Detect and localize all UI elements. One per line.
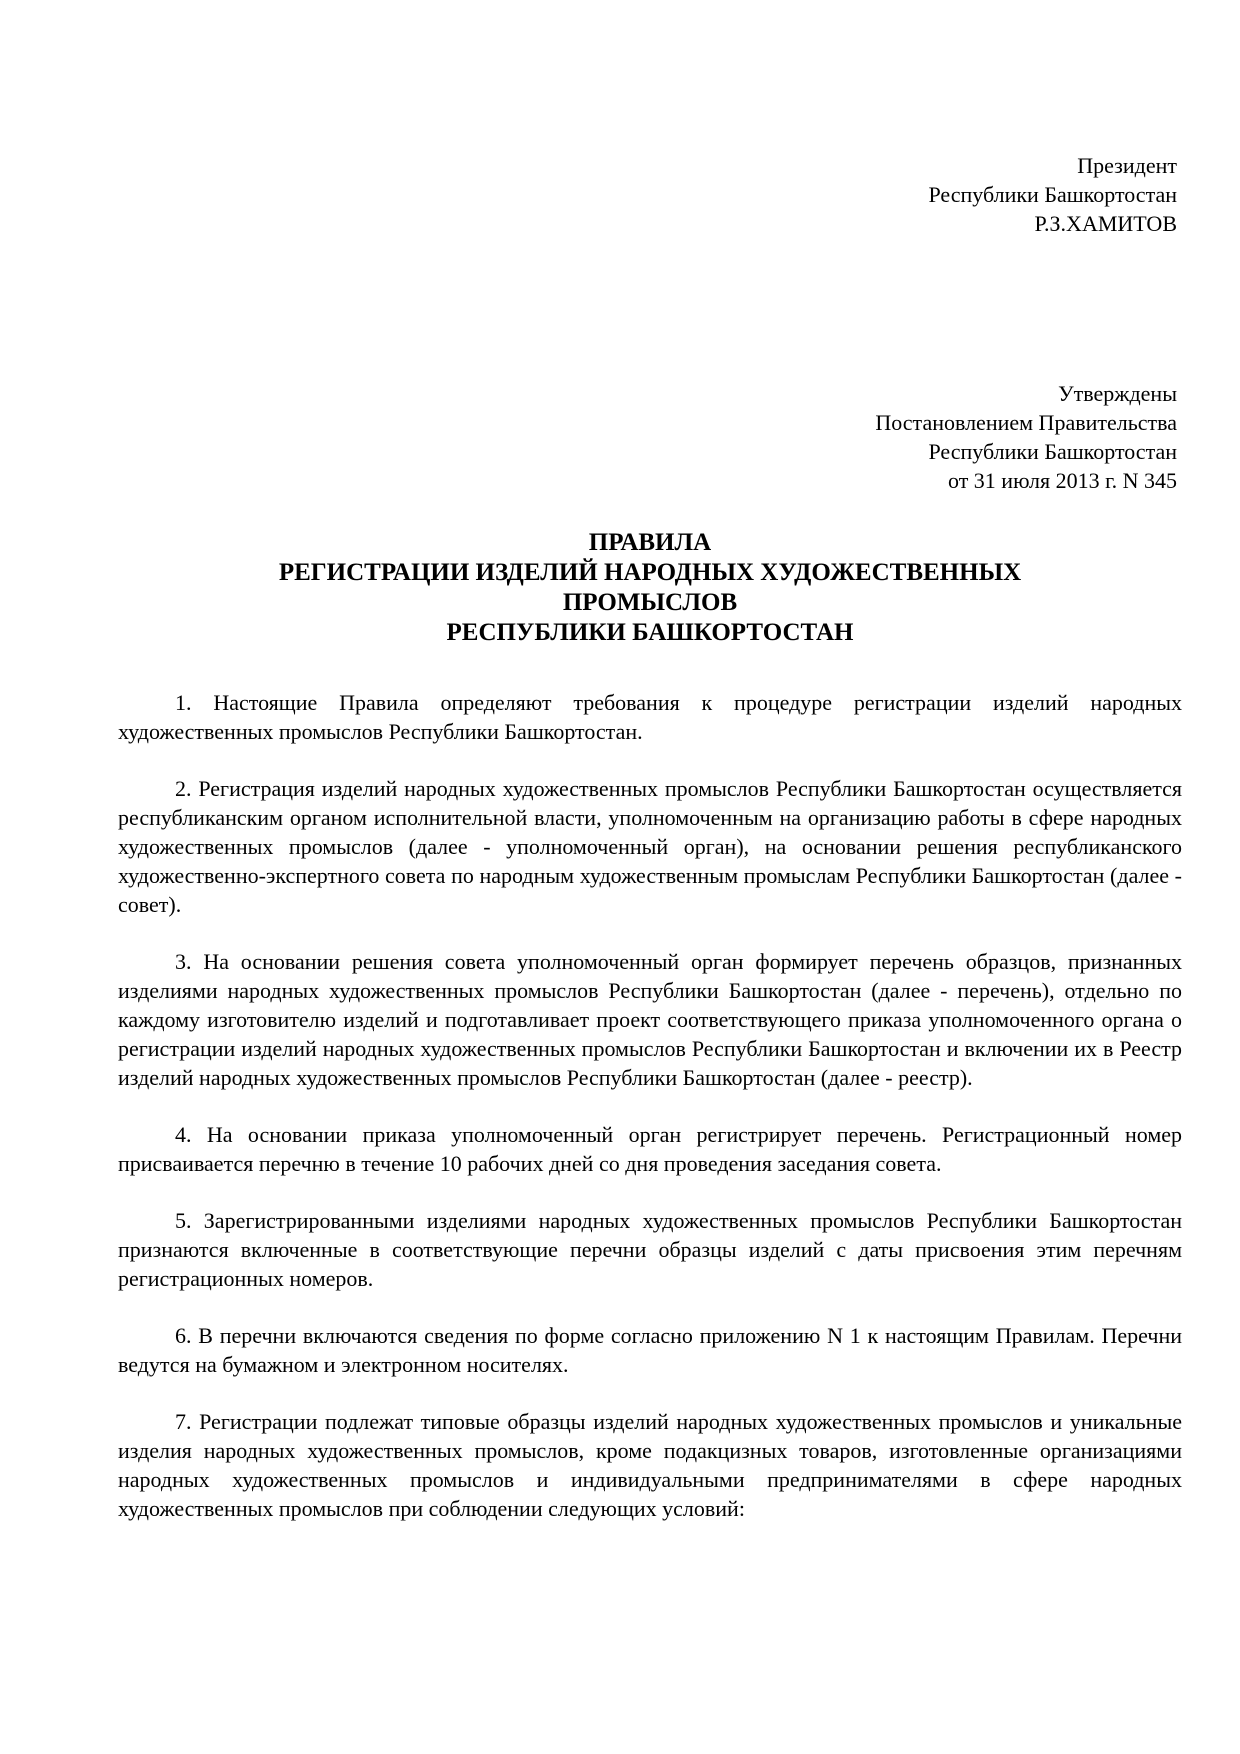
approval-line-4: от 31 июля 2013 г. N 345 (947, 468, 1177, 493)
document-title (120, 528, 1180, 648)
approval-line-1: Утверждены (1058, 381, 1177, 406)
signature-region: Республики Башкортостан (928, 182, 1177, 207)
paragraph-2: 2. Регистрация изделий народных художественных промыслов Республики Башкортостан осуществляется республиканским органом исполнительной власти, уполномоченным на организацию работы в сфере народных художественных промыслов (далее - уполномоченный орган), на основании решения республиканского художественно-экспертного совета по народным художественным промыслам Республики Башкортостан (далее - совет). (118, 776, 1182, 917)
paragraph-3: 3. На основании решения совета уполномоченный орган формирует перечень образцов, признанных изделиями народных художественных промыслов Республики Башкортостан (далее - перечень), отдельно по каждому изготовителю изделий и подготавливает проект соответствующего приказа уполномоченного органа о регистрации изделий народных художественных промыслов Республики Башкортостан и включении их в Реестр изделий народных художественных промыслов Республики Башкортостан (далее - реестр). (118, 949, 1182, 1090)
title-line-2: РЕГИСТРАЦИИ ИЗДЕЛИЙ НАРОДНЫХ ХУДОЖЕСТВЕННЫХ (278, 559, 1022, 586)
title-line-1: ПРАВИЛА (588, 529, 712, 556)
approval-block (875, 379, 1177, 495)
approval-line-2: Постановлением Правительства (875, 410, 1177, 435)
paragraph-5: 5. Зарегистрированными изделиями народных художественных промыслов Республики Башкортостан признаются включенные в соответствующие перечни образцы изделий с даты присвоения этим перечням регистрационных номеров. (118, 1208, 1182, 1291)
signature-block (928, 151, 1177, 238)
paragraph-4: 4. На основании приказа уполномоченный орган регистрирует перечень. Регистрационный номер присваивается перечню в течение 10 рабочих дней со дня проведения заседания совета. (118, 1122, 1182, 1176)
document-body (118, 688, 1182, 1551)
approval-line-3: Республики Башкортостан (928, 439, 1177, 464)
signature-position: Президент (1077, 153, 1177, 178)
paragraph-1: 1. Настоящие Правила определяют требования к процедуре регистрации изделий народных художественных промыслов Республики Башкортостан. (118, 690, 1182, 744)
signature-name: Р.З.ХАМИТОВ (1034, 211, 1177, 236)
paragraph-6: 6. В перечни включаются сведения по форме согласно приложению N 1 к настоящим Правилам. Перечни ведутся на бумажном и электронном носителях. (118, 1323, 1182, 1377)
title-line-3: ПРОМЫСЛОВ (562, 589, 738, 616)
paragraph-7: 7. Регистрации подлежат типовые образцы изделий народных художественных промыслов и уникальные изделия народных художественных промыслов, кроме подакцизных товаров, изготовленные организациями народных художественных промыслов и индивидуальными предпринимателями в сфере народных художественных промыслов при соблюдении следующих условий: (118, 1409, 1182, 1521)
title-line-4: РЕСПУБЛИКИ БАШКОРТОСТАН (446, 619, 854, 646)
